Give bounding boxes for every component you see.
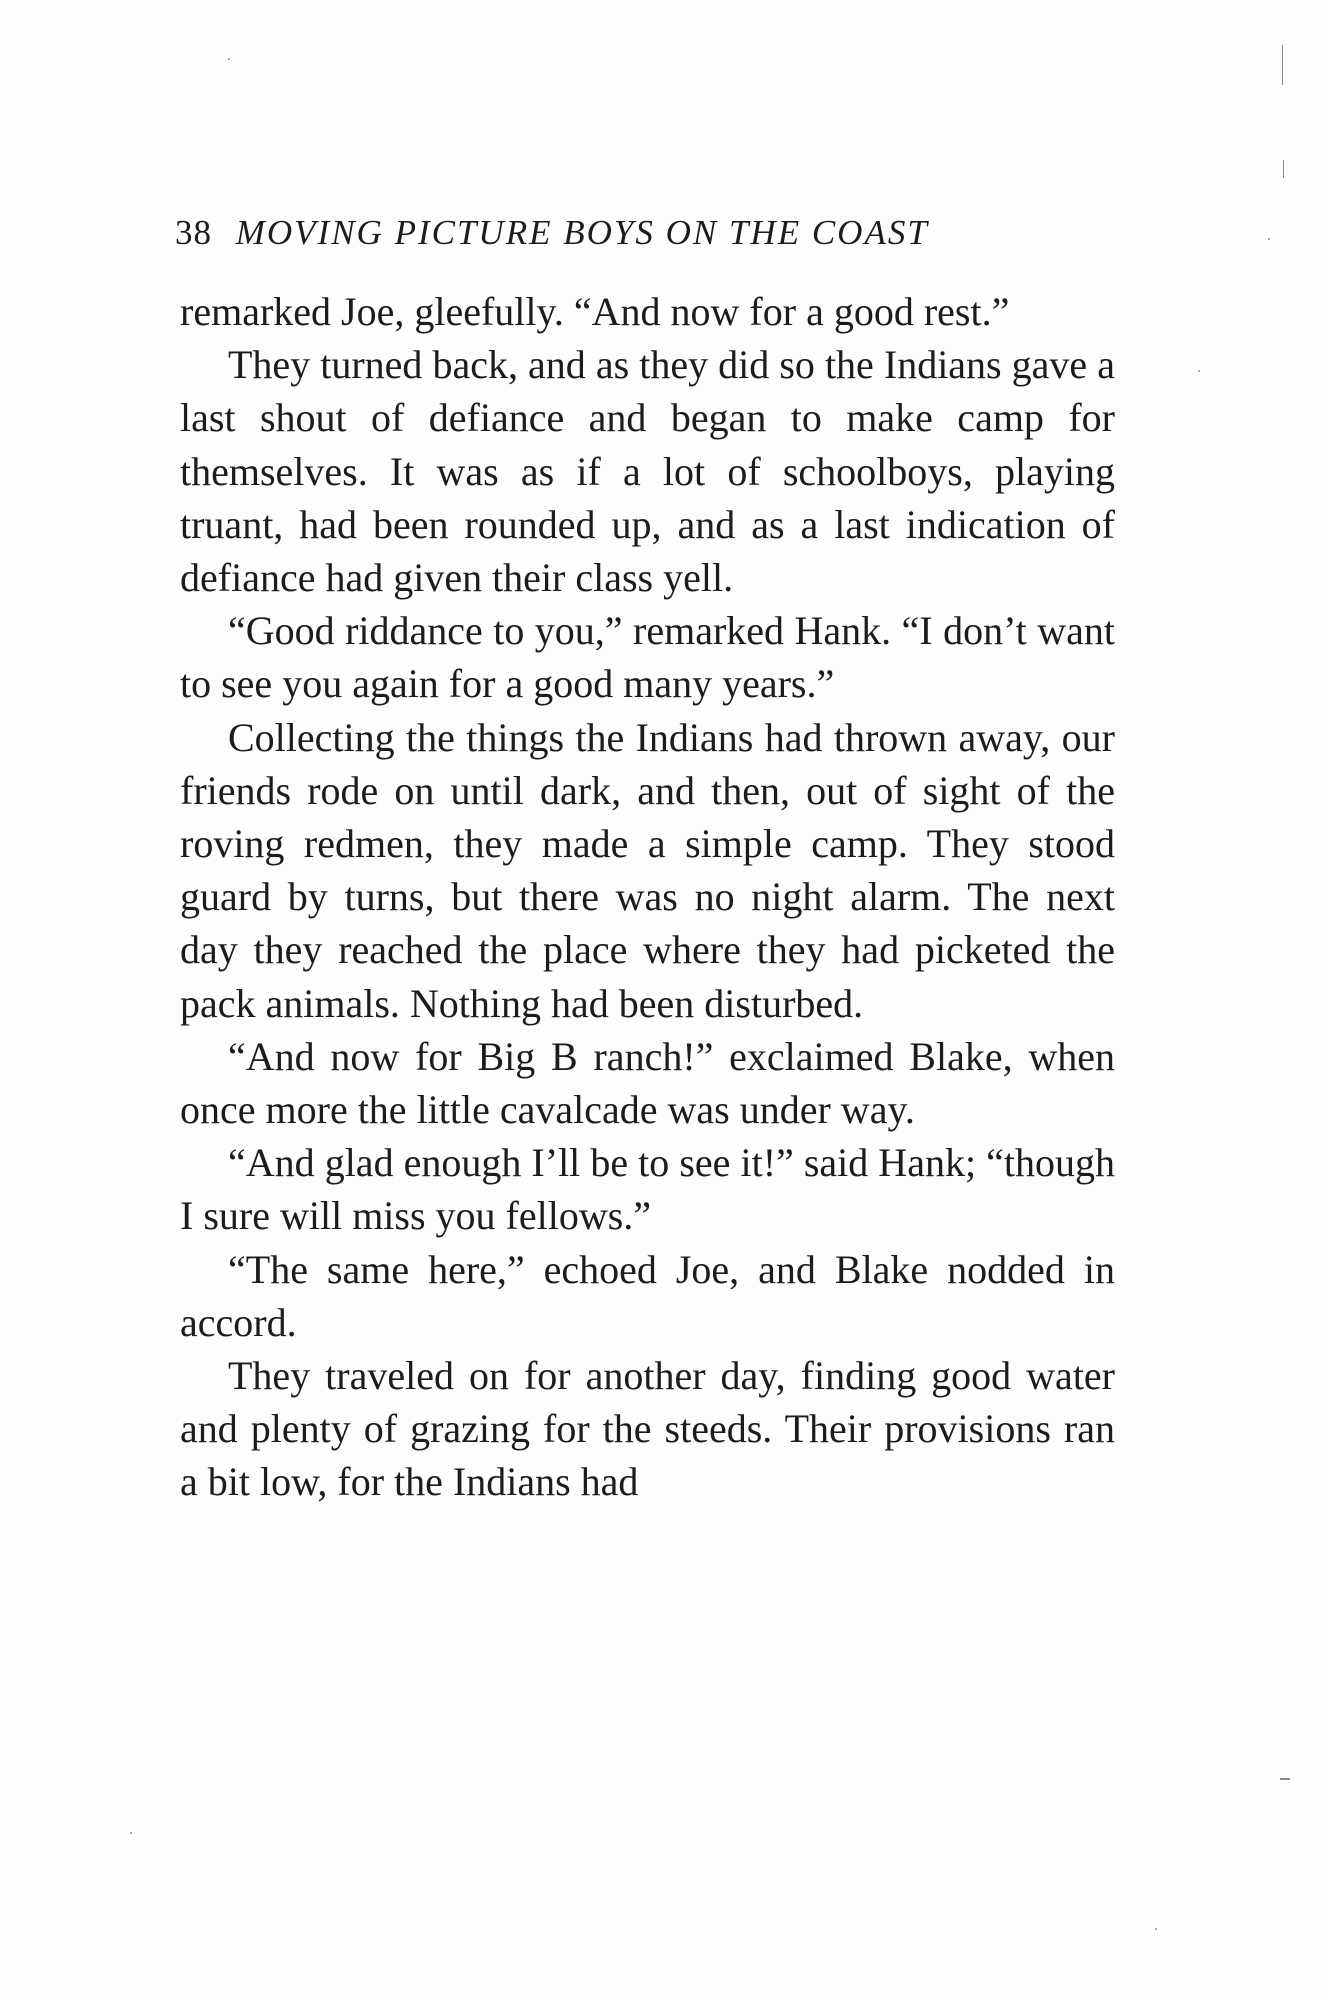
page-number: 38: [175, 213, 212, 252]
speck: [1268, 238, 1270, 240]
paragraph: Collecting the things the Indians had thrown away, our friends rode on until dark, and then, out of sight of the roving redmen, they made a simple camp. They stood guard by turns, but there was no night alarm. The next day they reached the place where they had picketed the pack animals. Nothing had been disturbed.: [180, 714, 1115, 1026]
speck: [1155, 1928, 1157, 1930]
speck: [1198, 370, 1200, 372]
paragraph: “And now for Big B ranch!” exclaimed Blake, when once more the little cavalcade was under way.: [180, 1033, 1115, 1133]
paragraph: “And glad enough I’ll be to see it!” said Hank; “though I sure will miss you fellows.”: [180, 1140, 1115, 1239]
running-title: MOVING PICTURE BOYS ON THE COAST: [235, 213, 929, 252]
speck: [1280, 1778, 1290, 1780]
paragraph: remarked Joe, gleefully. “And now for a good rest.”: [180, 289, 1010, 334]
paragraph: “Good riddance to you,” remarked Hank. “I don’t want to see you again for a good many years.”: [180, 608, 1115, 707]
paragraph: They turned back, and as they did so the Indians gave a last shout of defiance and began to make camp for themselves. It was as if a lot of schoolboys, playing truant, had been rounded up, and as a last indication of defiance had given their class yell.: [180, 342, 1115, 601]
body-text: [180, 285, 1115, 1509]
page-header: [175, 213, 1135, 253]
speck: [228, 58, 230, 60]
speck: [1283, 160, 1284, 178]
speck: [130, 1832, 132, 1834]
speck: [1282, 45, 1283, 85]
paragraph: They traveled on for another day, finding good water and plenty of grazing for the steeds. Their provisions ran a bit low, for the Indians had: [180, 1353, 1115, 1505]
paragraph: “The same here,” echoed Joe, and Blake nodded in accord.: [180, 1246, 1115, 1345]
